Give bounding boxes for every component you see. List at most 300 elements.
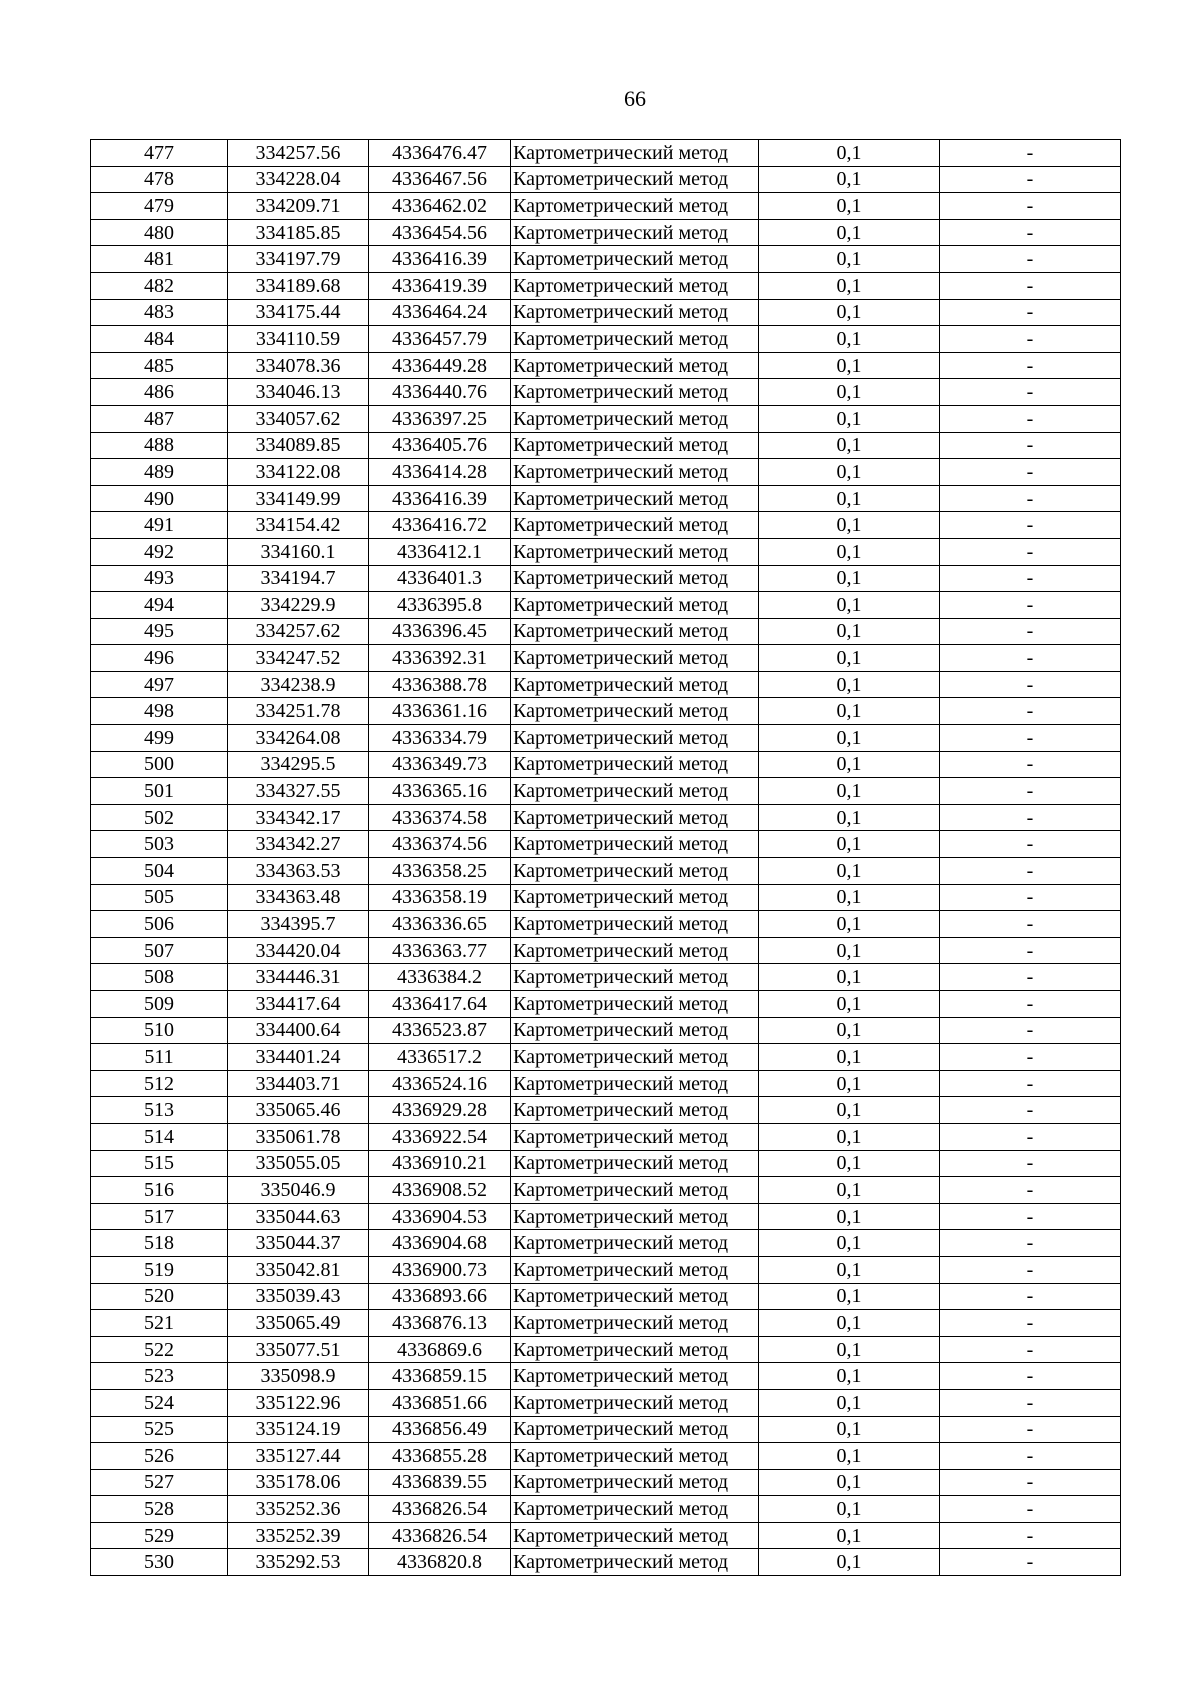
accuracy-cell: 0,1 [759, 193, 940, 220]
y-coordinate-cell: 4336855.28 [369, 1443, 511, 1470]
method-cell: Картометрический метод [511, 326, 759, 353]
x-coordinate-cell: 334078.36 [228, 352, 369, 379]
point-number-cell: 526 [91, 1443, 228, 1470]
y-coordinate-cell: 4336922.54 [369, 1123, 511, 1150]
table-row [91, 1363, 1121, 1390]
x-coordinate-cell: 334395.7 [228, 911, 369, 938]
accuracy-cell: 0,1 [759, 1177, 940, 1204]
y-coordinate-cell: 4336826.54 [369, 1496, 511, 1523]
x-coordinate-cell: 334400.64 [228, 1017, 369, 1044]
table-row [91, 1044, 1121, 1071]
x-coordinate-cell: 334185.85 [228, 219, 369, 246]
x-coordinate-cell: 334417.64 [228, 991, 369, 1018]
point-number-cell: 530 [91, 1549, 228, 1576]
method-cell: Картометрический метод [511, 1230, 759, 1257]
y-coordinate-cell: 4336904.68 [369, 1230, 511, 1257]
note-cell: - [940, 166, 1121, 193]
note-cell: - [940, 1203, 1121, 1230]
point-number-cell: 484 [91, 326, 228, 353]
table-row [91, 272, 1121, 299]
accuracy-cell: 0,1 [759, 299, 940, 326]
note-cell: - [940, 272, 1121, 299]
accuracy-cell: 0,1 [759, 1230, 940, 1257]
y-coordinate-cell: 4336416.39 [369, 485, 511, 512]
y-coordinate-cell: 4336462.02 [369, 193, 511, 220]
x-coordinate-cell: 335065.49 [228, 1310, 369, 1337]
point-number-cell: 483 [91, 299, 228, 326]
y-coordinate-cell: 4336820.8 [369, 1549, 511, 1576]
point-number-cell: 516 [91, 1177, 228, 1204]
x-coordinate-cell: 335044.37 [228, 1230, 369, 1257]
table-row [91, 592, 1121, 619]
table-row [91, 538, 1121, 565]
accuracy-cell: 0,1 [759, 459, 940, 486]
point-number-cell: 527 [91, 1469, 228, 1496]
note-cell: - [940, 698, 1121, 725]
note-cell: - [940, 219, 1121, 246]
accuracy-cell: 0,1 [759, 1389, 940, 1416]
note-cell: - [940, 858, 1121, 885]
x-coordinate-cell: 335065.46 [228, 1097, 369, 1124]
x-coordinate-cell: 334209.71 [228, 193, 369, 220]
note-cell: - [940, 299, 1121, 326]
point-number-cell: 489 [91, 459, 228, 486]
accuracy-cell: 0,1 [759, 166, 940, 193]
y-coordinate-cell: 4336392.31 [369, 645, 511, 672]
method-cell: Картометрический метод [511, 166, 759, 193]
accuracy-cell: 0,1 [759, 565, 940, 592]
x-coordinate-cell: 334327.55 [228, 778, 369, 805]
table-row [91, 299, 1121, 326]
x-coordinate-cell: 334342.17 [228, 804, 369, 831]
table-row [91, 1283, 1121, 1310]
note-cell: - [940, 1256, 1121, 1283]
accuracy-cell: 0,1 [759, 1496, 940, 1523]
accuracy-cell: 0,1 [759, 1283, 940, 1310]
method-cell: Картометрический метод [511, 1522, 759, 1549]
method-cell: Картометрический метод [511, 1017, 759, 1044]
table-row [91, 1522, 1121, 1549]
method-cell: Картометрический метод [511, 485, 759, 512]
y-coordinate-cell: 4336412.1 [369, 538, 511, 565]
method-cell: Картометрический метод [511, 432, 759, 459]
table-row [91, 725, 1121, 752]
accuracy-cell: 0,1 [759, 1469, 940, 1496]
y-coordinate-cell: 4336859.15 [369, 1363, 511, 1390]
table-row [91, 459, 1121, 486]
table-row [91, 1496, 1121, 1523]
table-row [91, 831, 1121, 858]
y-coordinate-cell: 4336334.79 [369, 725, 511, 752]
note-cell: - [940, 884, 1121, 911]
method-cell: Картометрический метод [511, 299, 759, 326]
point-number-cell: 511 [91, 1044, 228, 1071]
accuracy-cell: 0,1 [759, 1522, 940, 1549]
x-coordinate-cell: 334257.56 [228, 140, 369, 167]
point-number-cell: 487 [91, 405, 228, 432]
y-coordinate-cell: 4336464.24 [369, 299, 511, 326]
accuracy-cell: 0,1 [759, 1044, 940, 1071]
point-number-cell: 492 [91, 538, 228, 565]
point-number-cell: 506 [91, 911, 228, 938]
table-row [91, 884, 1121, 911]
accuracy-cell: 0,1 [759, 964, 940, 991]
note-cell: - [940, 1522, 1121, 1549]
accuracy-cell: 0,1 [759, 272, 940, 299]
method-cell: Картометрический метод [511, 725, 759, 752]
x-coordinate-cell: 334189.68 [228, 272, 369, 299]
point-number-cell: 505 [91, 884, 228, 911]
table-row [91, 1256, 1121, 1283]
point-number-cell: 510 [91, 1017, 228, 1044]
note-cell: - [940, 193, 1121, 220]
x-coordinate-cell: 334149.99 [228, 485, 369, 512]
y-coordinate-cell: 4336523.87 [369, 1017, 511, 1044]
table-row [91, 485, 1121, 512]
method-cell: Картометрический метод [511, 831, 759, 858]
accuracy-cell: 0,1 [759, 698, 940, 725]
x-coordinate-cell: 334264.08 [228, 725, 369, 752]
accuracy-cell: 0,1 [759, 645, 940, 672]
table-row [91, 140, 1121, 167]
method-cell: Картометрический метод [511, 379, 759, 406]
y-coordinate-cell: 4336416.39 [369, 246, 511, 273]
x-coordinate-cell: 334238.9 [228, 671, 369, 698]
y-coordinate-cell: 4336395.8 [369, 592, 511, 619]
table-row [91, 858, 1121, 885]
x-coordinate-cell: 334229.9 [228, 592, 369, 619]
table-row [91, 326, 1121, 353]
table-row [91, 1070, 1121, 1097]
method-cell: Картометрический метод [511, 1097, 759, 1124]
y-coordinate-cell: 4336358.25 [369, 858, 511, 885]
table-row [91, 937, 1121, 964]
note-cell: - [940, 1283, 1121, 1310]
accuracy-cell: 0,1 [759, 432, 940, 459]
method-cell: Картометрический метод [511, 1416, 759, 1443]
x-coordinate-cell: 335124.19 [228, 1416, 369, 1443]
method-cell: Картометрический метод [511, 991, 759, 1018]
method-cell: Картометрический метод [511, 1256, 759, 1283]
method-cell: Картометрический метод [511, 1123, 759, 1150]
accuracy-cell: 0,1 [759, 538, 940, 565]
note-cell: - [940, 485, 1121, 512]
table-row [91, 618, 1121, 645]
table-row [91, 246, 1121, 273]
table-row [91, 1097, 1121, 1124]
note-cell: - [940, 512, 1121, 539]
x-coordinate-cell: 334401.24 [228, 1044, 369, 1071]
table-row [91, 379, 1121, 406]
x-coordinate-cell: 334194.7 [228, 565, 369, 592]
table-row [91, 193, 1121, 220]
point-number-cell: 519 [91, 1256, 228, 1283]
method-cell: Картометрический метод [511, 1283, 759, 1310]
y-coordinate-cell: 4336349.73 [369, 751, 511, 778]
method-cell: Картометрический метод [511, 911, 759, 938]
accuracy-cell: 0,1 [759, 485, 940, 512]
x-coordinate-cell: 334057.62 [228, 405, 369, 432]
y-coordinate-cell: 4336524.16 [369, 1070, 511, 1097]
method-cell: Картометрический метод [511, 698, 759, 725]
method-cell: Картометрический метод [511, 751, 759, 778]
x-coordinate-cell: 334403.71 [228, 1070, 369, 1097]
x-coordinate-cell: 335178.06 [228, 1469, 369, 1496]
table-row [91, 219, 1121, 246]
y-coordinate-cell: 4336900.73 [369, 1256, 511, 1283]
y-coordinate-cell: 4336476.47 [369, 140, 511, 167]
accuracy-cell: 0,1 [759, 831, 940, 858]
method-cell: Картометрический метод [511, 140, 759, 167]
method-cell: Картометрический метод [511, 778, 759, 805]
x-coordinate-cell: 334154.42 [228, 512, 369, 539]
table-row [91, 1389, 1121, 1416]
method-cell: Картометрический метод [511, 592, 759, 619]
table-row [91, 565, 1121, 592]
table-row [91, 1150, 1121, 1177]
note-cell: - [940, 804, 1121, 831]
note-cell: - [940, 405, 1121, 432]
x-coordinate-cell: 335039.43 [228, 1283, 369, 1310]
y-coordinate-cell: 4336365.16 [369, 778, 511, 805]
point-number-cell: 509 [91, 991, 228, 1018]
point-number-cell: 495 [91, 618, 228, 645]
method-cell: Картометрический метод [511, 671, 759, 698]
y-coordinate-cell: 4336374.58 [369, 804, 511, 831]
method-cell: Картометрический метод [511, 884, 759, 911]
y-coordinate-cell: 4336396.45 [369, 618, 511, 645]
accuracy-cell: 0,1 [759, 1097, 940, 1124]
method-cell: Картометрический метод [511, 565, 759, 592]
y-coordinate-cell: 4336449.28 [369, 352, 511, 379]
note-cell: - [940, 618, 1121, 645]
note-cell: - [940, 645, 1121, 672]
x-coordinate-cell: 334251.78 [228, 698, 369, 725]
x-coordinate-cell: 334363.48 [228, 884, 369, 911]
accuracy-cell: 0,1 [759, 884, 940, 911]
accuracy-cell: 0,1 [759, 1017, 940, 1044]
method-cell: Картометрический метод [511, 1443, 759, 1470]
table-row [91, 751, 1121, 778]
table-row [91, 911, 1121, 938]
method-cell: Картометрический метод [511, 512, 759, 539]
table-row [91, 1017, 1121, 1044]
y-coordinate-cell: 4336876.13 [369, 1310, 511, 1337]
note-cell: - [940, 1044, 1121, 1071]
accuracy-cell: 0,1 [759, 326, 940, 353]
table-row [91, 166, 1121, 193]
note-cell: - [940, 1549, 1121, 1576]
accuracy-cell: 0,1 [759, 778, 940, 805]
method-cell: Картометрический метод [511, 1177, 759, 1204]
point-number-cell: 525 [91, 1416, 228, 1443]
y-coordinate-cell: 4336457.79 [369, 326, 511, 353]
note-cell: - [940, 1389, 1121, 1416]
table-row [91, 1203, 1121, 1230]
x-coordinate-cell: 335122.96 [228, 1389, 369, 1416]
table-row [91, 645, 1121, 672]
accuracy-cell: 0,1 [759, 1416, 940, 1443]
note-cell: - [940, 964, 1121, 991]
point-number-cell: 507 [91, 937, 228, 964]
method-cell: Картометрический метод [511, 1203, 759, 1230]
method-cell: Картометрический метод [511, 1549, 759, 1576]
accuracy-cell: 0,1 [759, 1363, 940, 1390]
point-number-cell: 522 [91, 1336, 228, 1363]
note-cell: - [940, 991, 1121, 1018]
accuracy-cell: 0,1 [759, 751, 940, 778]
point-number-cell: 486 [91, 379, 228, 406]
accuracy-cell: 0,1 [759, 592, 940, 619]
x-coordinate-cell: 334228.04 [228, 166, 369, 193]
point-number-cell: 500 [91, 751, 228, 778]
table-row [91, 1177, 1121, 1204]
accuracy-cell: 0,1 [759, 512, 940, 539]
table-row [91, 964, 1121, 991]
x-coordinate-cell: 334363.53 [228, 858, 369, 885]
y-coordinate-cell: 4336467.56 [369, 166, 511, 193]
method-cell: Картометрический метод [511, 459, 759, 486]
note-cell: - [940, 1123, 1121, 1150]
note-cell: - [940, 565, 1121, 592]
x-coordinate-cell: 334342.27 [228, 831, 369, 858]
y-coordinate-cell: 4336417.64 [369, 991, 511, 1018]
accuracy-cell: 0,1 [759, 1336, 940, 1363]
method-cell: Картометрический метод [511, 219, 759, 246]
note-cell: - [940, 1070, 1121, 1097]
y-coordinate-cell: 4336869.6 [369, 1336, 511, 1363]
y-coordinate-cell: 4336416.72 [369, 512, 511, 539]
accuracy-cell: 0,1 [759, 671, 940, 698]
note-cell: - [940, 1363, 1121, 1390]
point-number-cell: 499 [91, 725, 228, 752]
y-coordinate-cell: 4336388.78 [369, 671, 511, 698]
point-number-cell: 524 [91, 1389, 228, 1416]
table-row [91, 432, 1121, 459]
table-row [91, 1123, 1121, 1150]
method-cell: Картометрический метод [511, 964, 759, 991]
note-cell: - [940, 1097, 1121, 1124]
method-cell: Картометрический метод [511, 1363, 759, 1390]
method-cell: Картометрический метод [511, 1150, 759, 1177]
x-coordinate-cell: 334446.31 [228, 964, 369, 991]
y-coordinate-cell: 4336517.2 [369, 1044, 511, 1071]
note-cell: - [940, 778, 1121, 805]
table-row [91, 405, 1121, 432]
table-row [91, 991, 1121, 1018]
point-number-cell: 517 [91, 1203, 228, 1230]
point-number-cell: 503 [91, 831, 228, 858]
y-coordinate-cell: 4336904.53 [369, 1203, 511, 1230]
note-cell: - [940, 671, 1121, 698]
x-coordinate-cell: 334160.1 [228, 538, 369, 565]
y-coordinate-cell: 4336419.39 [369, 272, 511, 299]
note-cell: - [940, 246, 1121, 273]
method-cell: Картометрический метод [511, 1336, 759, 1363]
y-coordinate-cell: 4336358.19 [369, 884, 511, 911]
method-cell: Картометрический метод [511, 937, 759, 964]
method-cell: Картометрический метод [511, 645, 759, 672]
accuracy-cell: 0,1 [759, 246, 940, 273]
point-number-cell: 482 [91, 272, 228, 299]
method-cell: Картометрический метод [511, 618, 759, 645]
note-cell: - [940, 1150, 1121, 1177]
y-coordinate-cell: 4336856.49 [369, 1416, 511, 1443]
table-row [91, 804, 1121, 831]
note-cell: - [940, 1416, 1121, 1443]
table-body [91, 140, 1121, 1576]
note-cell: - [940, 725, 1121, 752]
accuracy-cell: 0,1 [759, 140, 940, 167]
y-coordinate-cell: 4336826.54 [369, 1522, 511, 1549]
y-coordinate-cell: 4336363.77 [369, 937, 511, 964]
accuracy-cell: 0,1 [759, 1123, 940, 1150]
point-number-cell: 493 [91, 565, 228, 592]
point-number-cell: 521 [91, 1310, 228, 1337]
accuracy-cell: 0,1 [759, 219, 940, 246]
x-coordinate-cell: 334247.52 [228, 645, 369, 672]
accuracy-cell: 0,1 [759, 1150, 940, 1177]
note-cell: - [940, 592, 1121, 619]
point-number-cell: 479 [91, 193, 228, 220]
y-coordinate-cell: 4336397.25 [369, 405, 511, 432]
method-cell: Картометрический метод [511, 1310, 759, 1337]
note-cell: - [940, 1496, 1121, 1523]
y-coordinate-cell: 4336361.16 [369, 698, 511, 725]
x-coordinate-cell: 334046.13 [228, 379, 369, 406]
accuracy-cell: 0,1 [759, 1310, 940, 1337]
method-cell: Картометрический метод [511, 858, 759, 885]
point-number-cell: 491 [91, 512, 228, 539]
x-coordinate-cell: 334122.08 [228, 459, 369, 486]
accuracy-cell: 0,1 [759, 858, 940, 885]
y-coordinate-cell: 4336405.76 [369, 432, 511, 459]
accuracy-cell: 0,1 [759, 725, 940, 752]
method-cell: Картометрический метод [511, 246, 759, 273]
point-number-cell: 512 [91, 1070, 228, 1097]
x-coordinate-cell: 335042.81 [228, 1256, 369, 1283]
x-coordinate-cell: 335252.36 [228, 1496, 369, 1523]
y-coordinate-cell: 4336454.56 [369, 219, 511, 246]
accuracy-cell: 0,1 [759, 618, 940, 645]
method-cell: Картометрический метод [511, 1469, 759, 1496]
note-cell: - [940, 432, 1121, 459]
y-coordinate-cell: 4336893.66 [369, 1283, 511, 1310]
table-row [91, 778, 1121, 805]
method-cell: Картометрический метод [511, 1044, 759, 1071]
point-number-cell: 528 [91, 1496, 228, 1523]
note-cell: - [940, 1310, 1121, 1337]
point-number-cell: 497 [91, 671, 228, 698]
method-cell: Картометрический метод [511, 804, 759, 831]
table-row [91, 1549, 1121, 1576]
note-cell: - [940, 140, 1121, 167]
y-coordinate-cell: 4336336.65 [369, 911, 511, 938]
x-coordinate-cell: 334197.79 [228, 246, 369, 273]
method-cell: Картометрический метод [511, 193, 759, 220]
point-number-cell: 480 [91, 219, 228, 246]
x-coordinate-cell: 335061.78 [228, 1123, 369, 1150]
x-coordinate-cell: 335044.63 [228, 1203, 369, 1230]
table-row [91, 1230, 1121, 1257]
note-cell: - [940, 1336, 1121, 1363]
point-number-cell: 496 [91, 645, 228, 672]
x-coordinate-cell: 334420.04 [228, 937, 369, 964]
accuracy-cell: 0,1 [759, 804, 940, 831]
y-coordinate-cell: 4336839.55 [369, 1469, 511, 1496]
point-number-cell: 502 [91, 804, 228, 831]
note-cell: - [940, 911, 1121, 938]
